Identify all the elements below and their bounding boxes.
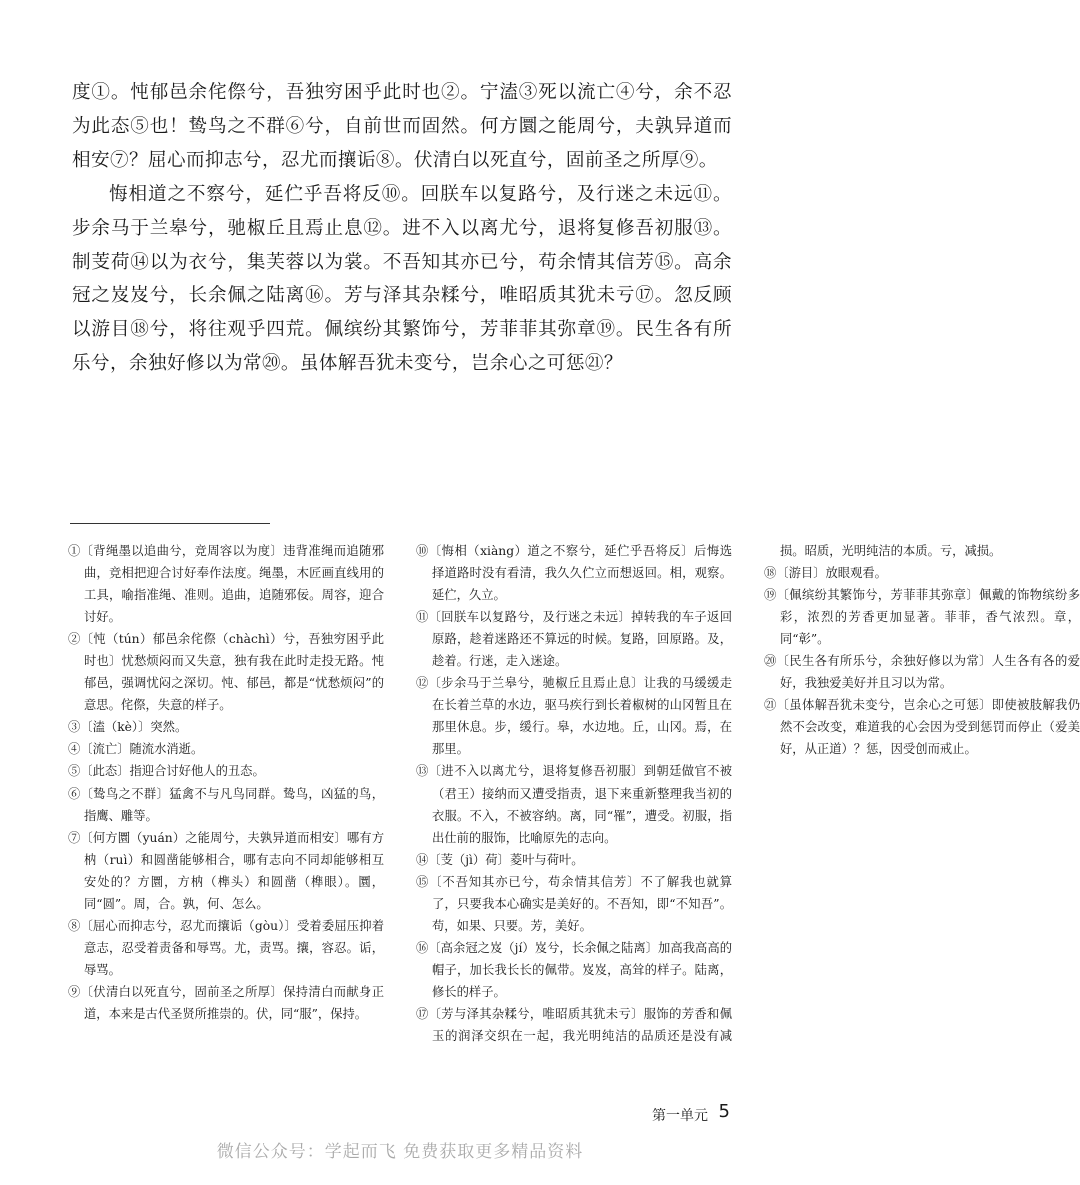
paragraph-1: 度①。忳郁邑余侘傺兮，吾独穷困乎此时也②。宁溘③死以流亡④兮，余不忍为此态⑤也！鸷鸟之不群⑥兮，自前世而固然。何方圜之能周兮，夫孰异道而相安⑦？屈心而抑志兮，忍尤而攘诟⑧。伏清白以死直兮，固前圣之所厚⑨。	[72, 82, 732, 171]
footnotes	[68, 540, 1080, 1060]
footnote-14: ⑭〔芰（jì）荷〕菱叶与荷叶。	[416, 852, 584, 867]
footnote-12: ⑫〔步余马于兰皋兮，驰椒丘且焉止息〕让我的马缓缓走在长着兰草的水边，驱马疾行到长着椒树的山冈暂且在那里休息。步，缓行。皋，水边地。丘，山冈。焉，在那里。	[416, 676, 732, 757]
footnote-7: ⑦〔何方圜（yuán）之能周兮，夫孰异道而相安〕哪有方枘（ruì）和圆凿能够相合，哪有志向不同却能够相互安处的？方圜，方枘（榫头）和圆凿（榫眼）。圜，同“圆”。周，合。孰，何、怎么。	[68, 830, 384, 911]
footnote-19: ⑲〔佩缤纷其繁饰兮，芳菲菲其弥章〕佩戴的饰物缤纷多彩，浓烈的芳香更加显著。菲菲，香气浓烈。章，同“彰”。	[764, 588, 1080, 647]
footnote-5: ⑤〔此态〕指迎合讨好他人的丑态。	[68, 764, 265, 779]
watermark-text: 微信公众号：学起而飞 免费获取更多精品资料	[216, 1142, 584, 1162]
footnote-divider	[70, 523, 270, 524]
footnote-8: ⑧〔屈心而抑志兮，忍尤而攘诟（gòu）〕受着委屈压抑着意志，忍受着责备和辱骂。尤，责骂。攘，容忍。诟，辱骂。	[68, 918, 384, 977]
footnote-11: ⑪〔回朕车以复路兮，及行迷之未远〕掉转我的车子返回原路，趁着迷路还不算远的时候。复路，回原路。及，趁着。行迷，走入迷途。	[416, 610, 732, 669]
footnote-4: ④〔流亡〕随流水消逝。	[68, 742, 204, 757]
footnote-15: ⑮〔不吾知其亦已兮，苟余情其信芳〕不了解我也就算了，只要我本心确实是美好的。不吾知，即“不知吾”。苟，如果、只要。芳，美好。	[416, 874, 732, 933]
footnote-1: ①〔背绳墨以追曲兮，竞周容以为度〕违背准绳而追随邪曲，竞相把迎合讨好奉作法度。绳墨，木匠画直线用的工具，喻指准绳、准则。追曲，追随邪佞。周容，迎合讨好。	[68, 544, 384, 625]
footnote-18: ⑱〔游目〕放眼观看。	[764, 566, 887, 581]
paragraph-2: 悔相道之不察兮，延伫乎吾将反⑩。回朕车以复路兮，及行迷之未远⑪。步余马于兰皋兮，驰椒丘且焉止息⑫。进不入以离尤兮，退将复修吾初服⑬。制芰荷⑭以为衣兮，集芙蓉以为裳。不吾知其亦已兮，苟余情其信芳⑮。高余冠之岌岌兮，长余佩之陆离⑯。芳与泽其杂糅兮，唯昭质其犹未亏⑰。忽反顾以游目⑱兮，将往观乎四荒。佩缤纷其繁饰兮，芳菲菲其弥章⑲。民生各有所乐兮，余独好修以为常⑳。虽体解吾犹未变兮，岂余心之可惩㉑？	[72, 183, 732, 375]
footnote-20: ⑳〔民生各有所乐兮，余独好修以为常〕人生各有各的爱好，我独爱美好并且习以为常。	[764, 654, 1080, 691]
page-number: 5	[718, 1101, 730, 1122]
footnote-10: ⑩〔悔相（xiàng）道之不察兮，延伫乎吾将反〕后悔选择道路时没有看清，我久久伫立而想返回。相，观察。延伫，久立。	[416, 544, 732, 603]
footnote-13: ⑬〔进不入以离尤兮，退将复修吾初服〕到朝廷做官不被（君王）接纳而又遭受指责，退下来重新整理我当初的衣服。不入，不被容纳。离，同“罹”，遭受。初服，指出仕前的服饰，比喻原先的志向。	[416, 764, 732, 845]
footnote-16: ⑯〔高余冠之岌（jí）岌兮，长余佩之陆离〕加高我高高的帽子，加长我长长的佩带。岌岌，高耸的样子。陆离，修长的样子。	[416, 940, 732, 999]
footnote-17: ⑰〔芳与泽其杂糅兮，唯昭质其犹未亏〕服饰的芳香和佩玉的润泽交织在一起，我光明纯洁的品质还是没有减损。昭质，光明纯洁的本质。亏，减损。	[416, 544, 1002, 1044]
footnote-9: ⑨〔伏清白以死直兮，固前圣之所厚〕保持清白而献身正道，本来是古代圣贤所推崇的。伏，同“服”，保持。	[68, 984, 384, 1021]
main-text	[72, 76, 732, 381]
footnote-6: ⑥〔鸷鸟之不群〕猛禽不与凡鸟同群。鸷鸟，凶猛的鸟，指鹰、雕等。	[68, 786, 384, 823]
footnote-2: ②〔忳（tún）郁邑余侘傺（chàchì）兮，吾独穷困乎此时也〕忧愁烦闷而又失意，独有我在此时走投无路。忳郁邑，强调忧闷之深切。忳、郁邑，都是“忧愁烦闷”的意思。侘傺，失意的样子。	[68, 632, 384, 713]
unit-label: 第一单元	[652, 1108, 708, 1124]
footnote-3: ③〔溘（kè）〕突然。	[68, 720, 188, 735]
footnote-21: ㉑〔虽体解吾犹未变兮，岂余心之可惩〕即使被肢解我仍然不会改变，难道我的心会因为受到惩罚而停止（爱美好，从正道）？惩，因受创而戒止。	[764, 698, 1080, 757]
